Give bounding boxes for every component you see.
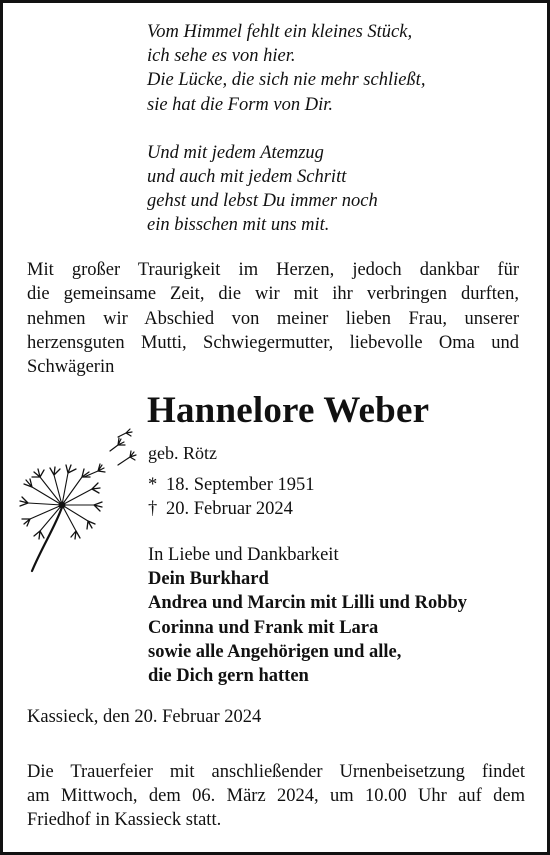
poem-line: ein bisschen mit uns mit. <box>147 215 330 236</box>
poem-line: und auch mit jedem Schritt <box>147 167 347 188</box>
deceased-name: Hannelore Weber <box>147 390 430 431</box>
death-date-row <box>148 497 315 521</box>
mourner-line: Andrea und Marcin mit Lilli und Robby <box>148 593 468 614</box>
poem-line: sie hat die Form von Dir. <box>147 94 334 115</box>
mourners-intro: In Liebe und Dankbarkeit <box>148 545 339 565</box>
mourners <box>148 543 467 688</box>
life-dates <box>148 473 315 521</box>
birth-date: 18. September 1951 <box>166 475 315 495</box>
poem-line: gehst und lebst Du immer noch <box>147 191 378 212</box>
intro-line: die gemeinsame Zeit, die wir mit ihr verbringen durften, <box>27 284 519 305</box>
intro-line: Mit großer Traurigkeit im Herzen, jedoch dankbar für <box>27 260 519 280</box>
intro-line: herzensguten Mutti, Schwiegermutter, liebevolle Oma und <box>27 332 519 353</box>
intro-line: nehmen wir Abschied von meiner lieben Frau, unserer <box>27 308 519 329</box>
death-date: 20. Februar 2024 <box>166 499 293 519</box>
death-cross-icon: † <box>148 499 158 519</box>
poem-line: Die Lücke, die sich nie mehr schließt, <box>147 70 426 91</box>
poem <box>147 20 425 238</box>
funeral-line: Die Trauerfeier mit anschließender Urnenbeisetzung findet <box>27 762 525 782</box>
poem-line: ich sehe es von hier. <box>147 46 296 67</box>
funeral-line: Friedhof in Kassieck statt. <box>27 810 222 831</box>
poem-line: Und mit jedem Atemzug <box>147 142 324 163</box>
birth-star-icon: * <box>148 475 158 495</box>
place-date: Kassieck, den 20. Februar 2024 <box>27 707 262 727</box>
birth-date-row <box>148 473 315 497</box>
intro-line: Schwägerin <box>27 357 115 378</box>
funeral-line: am Mittwoch, dem 06. März 2024, um 10.00 Uhr auf dem <box>27 786 525 807</box>
mourner-line: die Dich gern hatten <box>148 666 309 687</box>
funeral-info <box>27 760 525 833</box>
mourner-line: Corinna und Frank mit Lara <box>148 617 379 638</box>
mourner-line: sowie alle Angehörigen und alle, <box>148 641 402 662</box>
poem-line: Vom Himmel fehlt ein kleines Stück, <box>147 22 413 42</box>
mourner-line: Dein Burkhard <box>148 569 269 590</box>
intro-text <box>27 258 519 379</box>
birth-name: geb. Rötz <box>148 443 217 463</box>
dandelion-icon <box>14 425 142 575</box>
